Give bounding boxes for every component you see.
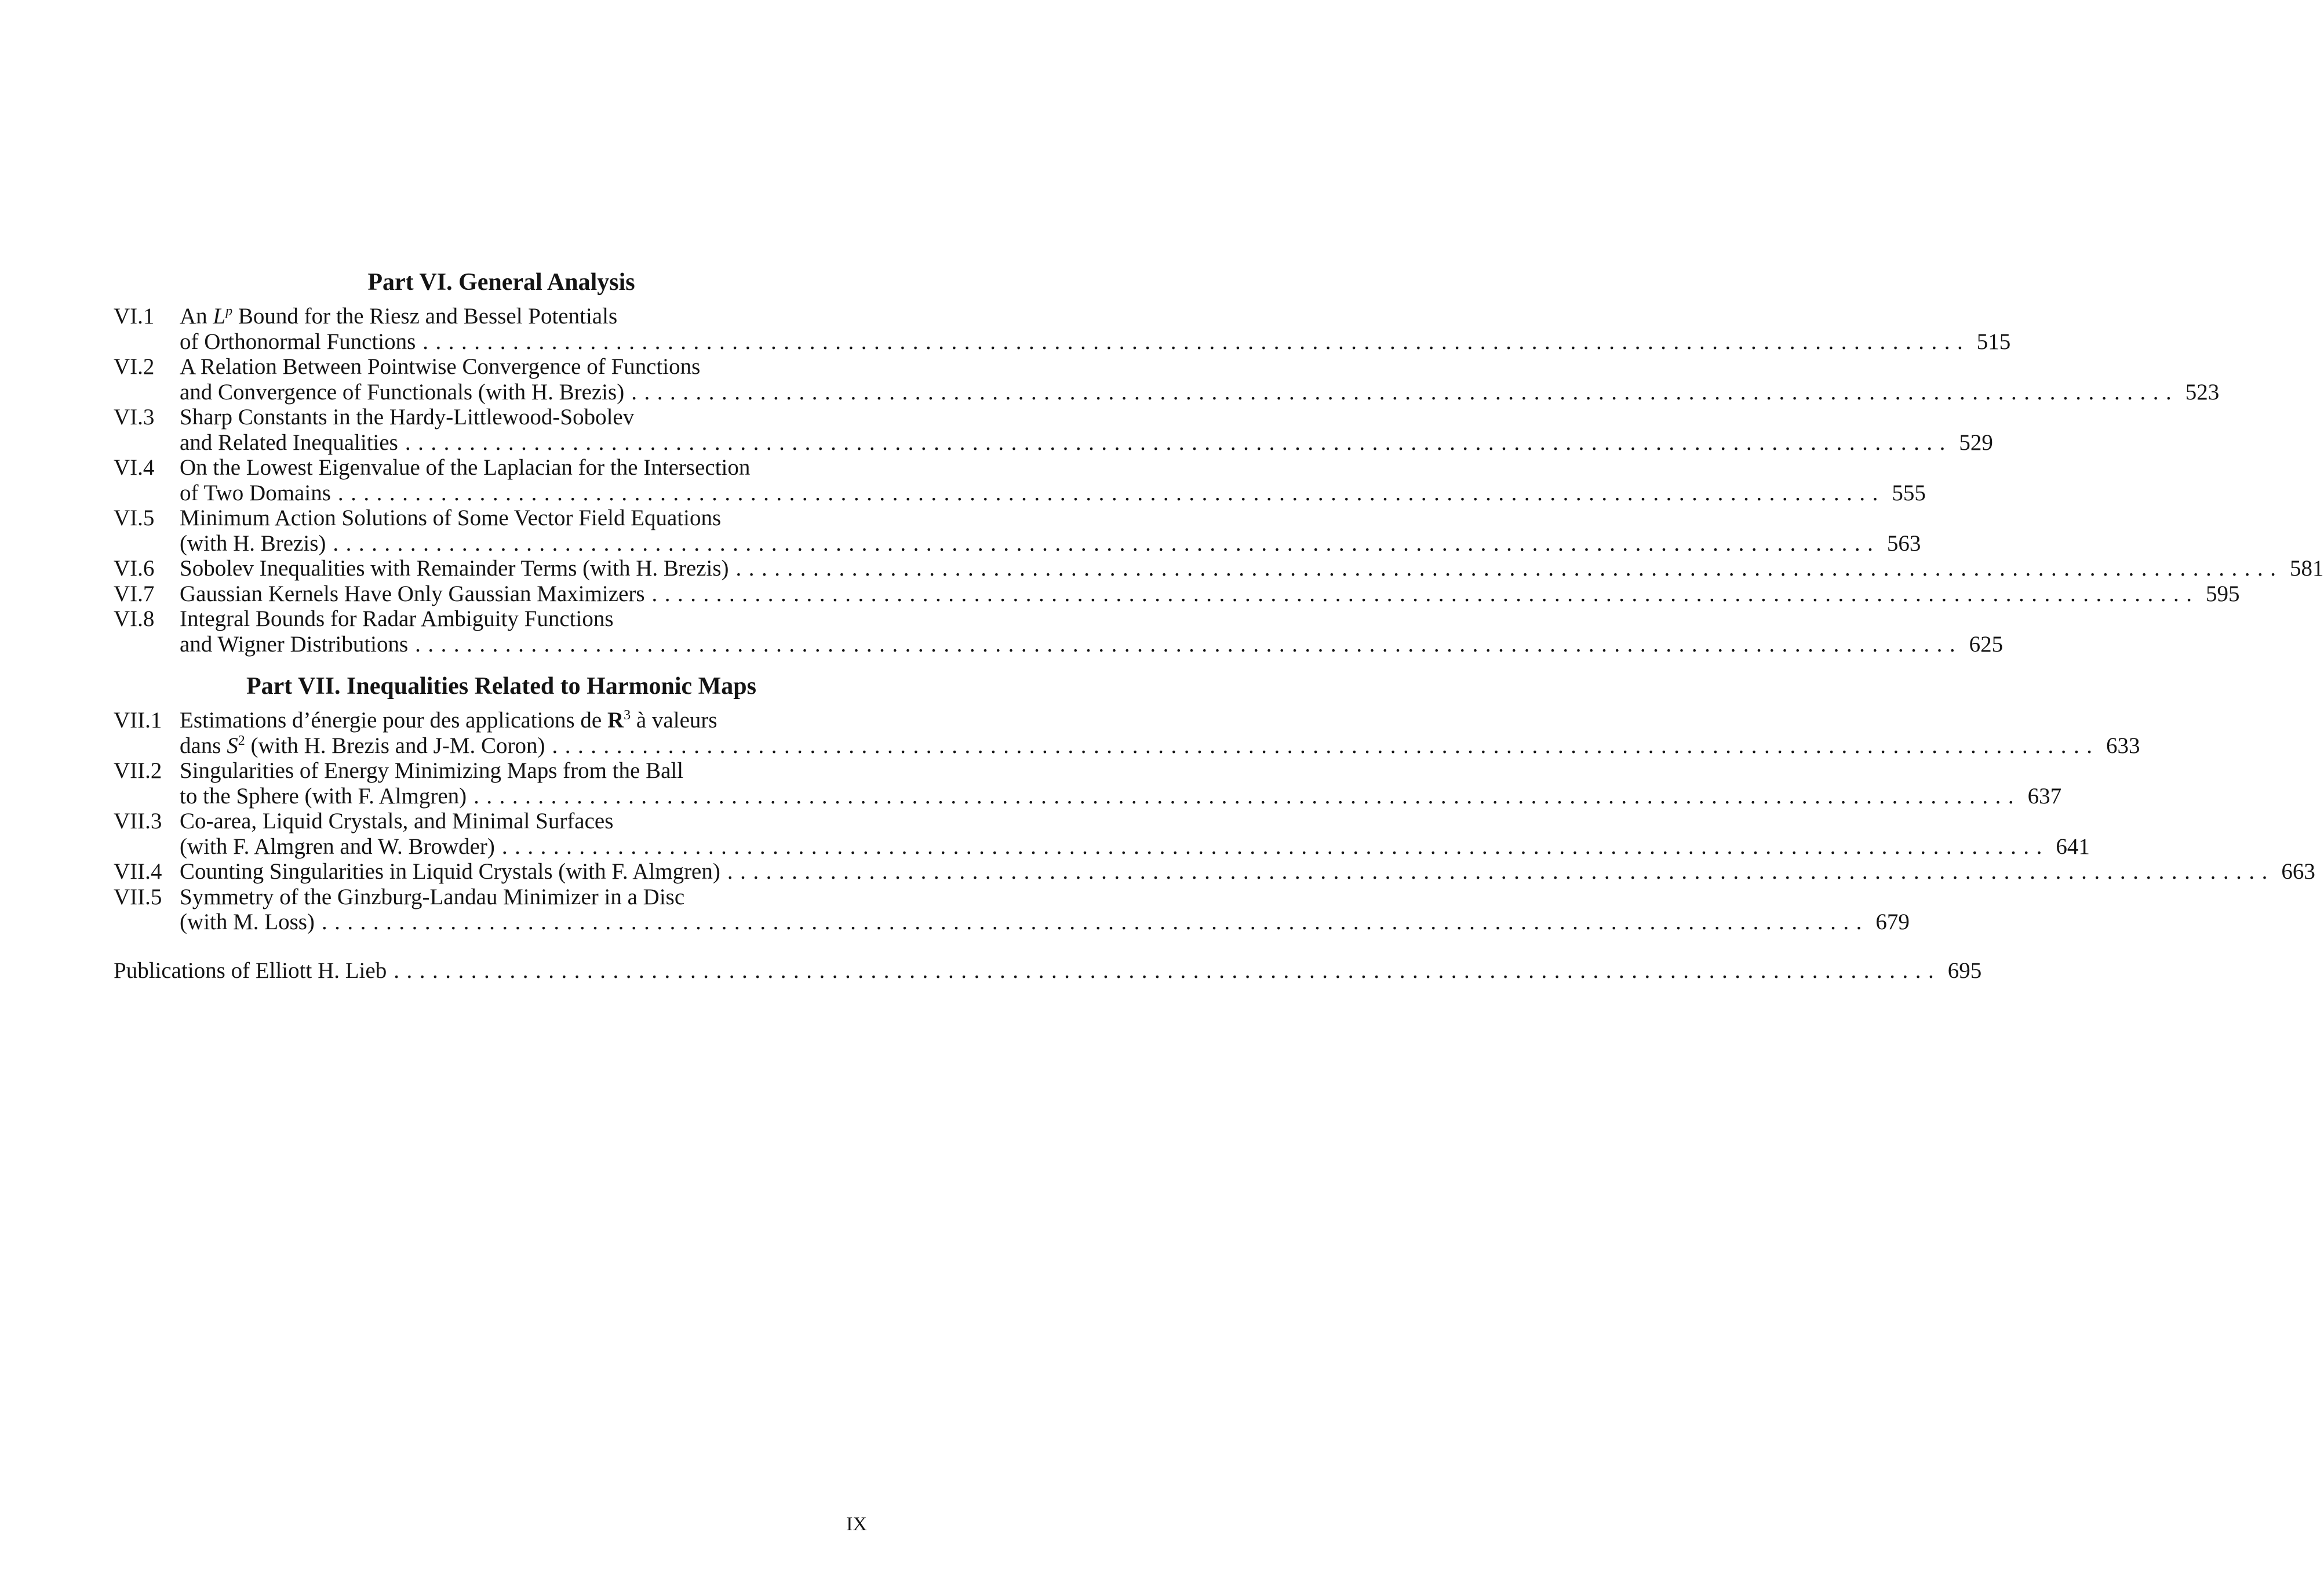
entry-title-line: to the Sphere (with F. Almgren) xyxy=(180,783,467,809)
entry-title-line: Integral Bounds for Radar Ambiguity Functions xyxy=(180,606,614,631)
entry-page-number: 625 xyxy=(1969,631,2004,657)
entry-page-number: 679 xyxy=(1875,909,1910,934)
math-exponent: p xyxy=(225,304,233,319)
entry-page-number: 695 xyxy=(1947,958,1982,983)
entry-page-number: 641 xyxy=(2056,834,2090,859)
entry-page-number: 663 xyxy=(2281,859,2315,884)
toc-entry-vi-8[interactable] xyxy=(114,606,2004,657)
math-variable: L xyxy=(213,304,226,329)
entry-title-line: of Two Domains xyxy=(180,480,331,505)
dot-leader: ........................................................................................................................ xyxy=(501,834,2049,859)
entry-title-line: (with M. Loss) xyxy=(180,909,315,934)
toc-entry-vii-3[interactable] xyxy=(114,809,2090,859)
dot-leader: ........................................................................................................................ xyxy=(552,733,2100,758)
entry-number: VI.1 xyxy=(114,304,155,329)
entry-title-line: Gaussian Kernels Have Only Gaussian Maximizers xyxy=(180,581,645,606)
entry-title-line: On the Lowest Eigenvalue of the Laplacian for the Intersection xyxy=(180,455,751,480)
entry-title-line: dans $S^2$ (with H. Brezis and J-M. Coron) xyxy=(180,733,545,758)
entry-title-line: Sharp Constants in the Hardy-Littlewood-Sobolev xyxy=(180,405,635,430)
entry-title-line: and Wigner Distributions xyxy=(180,631,409,657)
entry-number: VI.5 xyxy=(114,505,155,530)
entry-number: VI.6 xyxy=(114,556,155,581)
toc-entry-vi-6[interactable] xyxy=(114,556,2324,581)
math-symbol: R xyxy=(607,708,624,733)
toc-entry-vi-7[interactable] xyxy=(114,581,2240,607)
entry-page-number: 555 xyxy=(1892,480,1926,505)
dot-leader: ........................................................................................................................ xyxy=(631,379,2179,405)
entry-number: VII.1 xyxy=(114,708,162,733)
entry-title-line: and Convergence of Functionals (with H. Brezis) xyxy=(180,379,625,405)
math-exponent: 2 xyxy=(238,733,245,748)
toc-entry-vii-1[interactable] xyxy=(114,708,2140,758)
dot-leader: ........................................................................................................................ xyxy=(333,530,1881,556)
dot-leader: ........................................................................................................................ xyxy=(473,783,2021,809)
entry-title-line: Minimum Action Solutions of Some Vector Field Equations xyxy=(180,505,722,530)
toc-entry-vii-2[interactable] xyxy=(114,758,2062,809)
dot-leader: ........................................................................................................................ xyxy=(422,329,1970,354)
toc-entry-vi-5[interactable] xyxy=(114,505,1921,556)
entry-page-number: 529 xyxy=(1959,430,1993,455)
math-exponent: 3 xyxy=(624,708,631,723)
toc-entry-vii-4[interactable] xyxy=(114,859,2315,885)
entry-page-number: 581 xyxy=(2290,556,2324,581)
math-variable: S xyxy=(227,733,238,758)
entry-number: VI.4 xyxy=(114,455,155,480)
part-heading-vi: Part VI. General Analysis xyxy=(367,269,635,296)
dot-leader: ........................................................................................................................ xyxy=(651,581,2199,606)
entry-number: VI.2 xyxy=(114,354,155,379)
entry-page-number: 515 xyxy=(1976,329,2011,354)
toc-entry-vii-5[interactable] xyxy=(114,884,1910,935)
entry-number: VI.8 xyxy=(114,606,155,631)
entry-title-line: Co-area, Liquid Crystals, and Minimal Surfaces xyxy=(180,809,614,834)
entry-number: VII.3 xyxy=(114,809,162,834)
dot-leader: ........................................................................................................................ xyxy=(321,909,1869,934)
entry-number: VII.2 xyxy=(114,758,162,783)
entry-page-number: 523 xyxy=(2185,379,2220,405)
entry-title-line: of Orthonormal Functions xyxy=(180,329,416,354)
entry-title-line: and Related Inequalities xyxy=(180,430,398,455)
dot-leader: ........................................................................................................................ xyxy=(394,958,1941,983)
toc-entry-vi-2[interactable] xyxy=(114,354,2220,405)
entry-page-number: 633 xyxy=(2106,733,2140,758)
dot-leader: ........................................................................................................................ xyxy=(405,430,1953,455)
entry-title-line: (with F. Almgren and W. Browder) xyxy=(180,834,495,859)
entry-title-line: (with H. Brezis) xyxy=(180,530,326,556)
entry-title-line: Singularities of Energy Minimizing Maps from the Ball xyxy=(180,758,684,783)
entry-page-number: 637 xyxy=(2027,783,2062,809)
entry-title-line: An $L^p$ Bound for the Riesz and Bessel Potentials xyxy=(180,304,618,329)
toc-entry-vi-1[interactable] xyxy=(114,304,2011,354)
page-folio: IX xyxy=(846,1513,867,1535)
dot-leader: ........................................................................................................................ xyxy=(735,556,2283,581)
entry-page-number: 595 xyxy=(2206,581,2240,606)
publications-label: Publications of Elliott H. Lieb xyxy=(114,958,387,983)
dot-leader: ........................................................................................................................ xyxy=(415,631,1963,657)
entry-number: VII.5 xyxy=(114,884,162,909)
entry-title-line: A Relation Between Pointwise Convergence of Functions xyxy=(180,354,701,379)
toc-entry-vi-3[interactable] xyxy=(114,405,1993,455)
entry-title-line: Sobolev Inequalities with Remainder Terms (with H. Brezis) xyxy=(180,556,729,581)
dot-leader: ........................................................................................................................ xyxy=(337,480,1885,505)
entry-title-line: Symmetry of the Ginzburg-Landau Minimizer in a Disc xyxy=(180,884,685,909)
entry-number: VI.3 xyxy=(114,405,155,430)
part-heading-vii: Part VII. Inequalities Related to Harmonic Maps xyxy=(246,673,756,700)
toc-entry-publications[interactable] xyxy=(114,958,1982,984)
toc-entry-vi-4[interactable] xyxy=(114,455,1926,505)
entry-number: VII.4 xyxy=(114,859,162,884)
entry-page-number: 563 xyxy=(1886,530,1921,556)
entry-number: VI.7 xyxy=(114,581,155,606)
dot-leader: ........................................................................................................................ xyxy=(727,859,2275,884)
entry-title-line: Counting Singularities in Liquid Crystals (with F. Almgren) xyxy=(180,859,720,884)
entry-title-line: Estimations d’énergie pour des applications de $R^3$ à valeurs xyxy=(180,708,717,733)
table-of-contents xyxy=(114,268,2324,983)
